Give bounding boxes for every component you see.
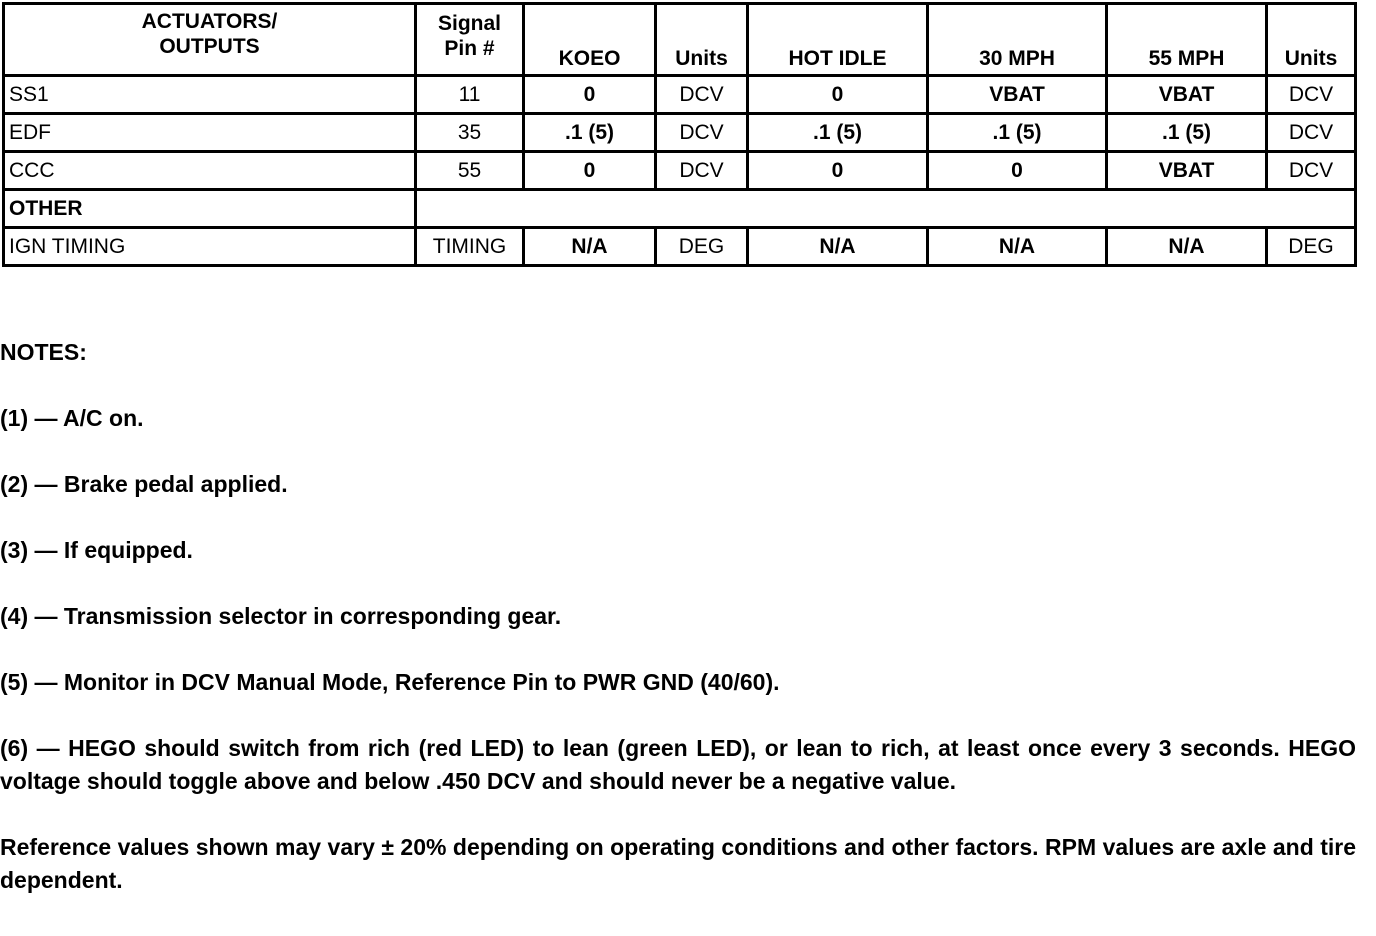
table-row	[4, 152, 1356, 190]
note-item: (2) — Brake pedal applied.	[0, 471, 288, 497]
cell-units-2: DEG	[1267, 228, 1356, 266]
cell-units-1: DEG	[656, 228, 748, 266]
cell-hot-idle: N/A	[748, 228, 928, 266]
note-item: (6) — HEGO should switch from rich (red LED) to lean (green LED), or lean to rich, at least once every 3 seconds. HEGO voltage should toggle above and below .450 DCV and should never be a negative value.	[0, 735, 1356, 794]
cell-name: EDF	[4, 114, 416, 152]
cell-hot-idle: 0	[748, 152, 928, 190]
cell-hot-idle: 0	[748, 76, 928, 114]
cell-koeo: .1 (5)	[524, 114, 656, 152]
cell-hot-idle: .1 (5)	[748, 114, 928, 152]
table-row	[4, 114, 1356, 152]
cell-name: SS1	[4, 76, 416, 114]
header-hot-idle: HOT IDLE	[748, 4, 928, 76]
cell-units-2: DCV	[1267, 76, 1356, 114]
cell-pin: 55	[416, 152, 524, 190]
cell-pin: 11	[416, 76, 524, 114]
cell-name: CCC	[4, 152, 416, 190]
cell-name: IGN TIMING	[4, 228, 416, 266]
header-signal-line2: Pin #	[444, 37, 495, 60]
header-30-mph: 30 MPH	[928, 4, 1107, 76]
note-item: (5) — Monitor in DCV Manual Mode, Reference Pin to PWR GND (40/60).	[0, 669, 780, 695]
header-signal-line1: Signal	[437, 12, 501, 35]
cell-pin: TIMING	[416, 228, 524, 266]
header-actuators-line2: OUTPUTS	[159, 35, 260, 58]
cell-units-1: DCV	[656, 152, 748, 190]
notes-section	[0, 336, 1356, 930]
header-actuators-line1: ACTUATORS/	[141, 10, 278, 33]
table-header-row	[4, 4, 1356, 76]
actuators-outputs-table	[2, 2, 1357, 267]
note-item: (4) — Transmission selector in corresponding gear.	[0, 603, 562, 629]
cell-30-mph: VBAT	[928, 76, 1107, 114]
cell-units-1: DCV	[656, 76, 748, 114]
note-item: (3) — If equipped.	[0, 537, 193, 563]
header-55-mph: 55 MPH	[1107, 4, 1267, 76]
cell-units-1: DCV	[656, 114, 748, 152]
cell-30-mph: .1 (5)	[928, 114, 1107, 152]
table-row-other	[4, 190, 1356, 228]
cell-30-mph: 0	[928, 152, 1107, 190]
cell-55-mph: VBAT	[1107, 152, 1267, 190]
table-row	[4, 228, 1356, 266]
cell-30-mph: N/A	[928, 228, 1107, 266]
notes-heading: NOTES:	[0, 339, 87, 365]
cell-other-empty	[416, 190, 1356, 228]
note-item: (1) — A/C on.	[0, 405, 144, 431]
header-koeo: KOEO	[524, 4, 656, 76]
header-units-1: Units	[656, 4, 748, 76]
cell-koeo: N/A	[524, 228, 656, 266]
cell-55-mph: VBAT	[1107, 76, 1267, 114]
table-row	[4, 76, 1356, 114]
reference-note: Reference values shown may vary ± 20% depending on operating conditions and other factors. RPM values are axle and tire dependent.	[0, 834, 1356, 893]
cell-55-mph: N/A	[1107, 228, 1267, 266]
header-actuators-outputs	[4, 4, 416, 76]
cell-units-2: DCV	[1267, 152, 1356, 190]
cell-koeo: 0	[524, 76, 656, 114]
header-units-2: Units	[1267, 4, 1356, 76]
cell-other-label: OTHER	[4, 190, 416, 228]
cell-koeo: 0	[524, 152, 656, 190]
cell-units-2: DCV	[1267, 114, 1356, 152]
header-signal-pin	[416, 4, 524, 76]
cell-pin: 35	[416, 114, 524, 152]
cell-55-mph: .1 (5)	[1107, 114, 1267, 152]
